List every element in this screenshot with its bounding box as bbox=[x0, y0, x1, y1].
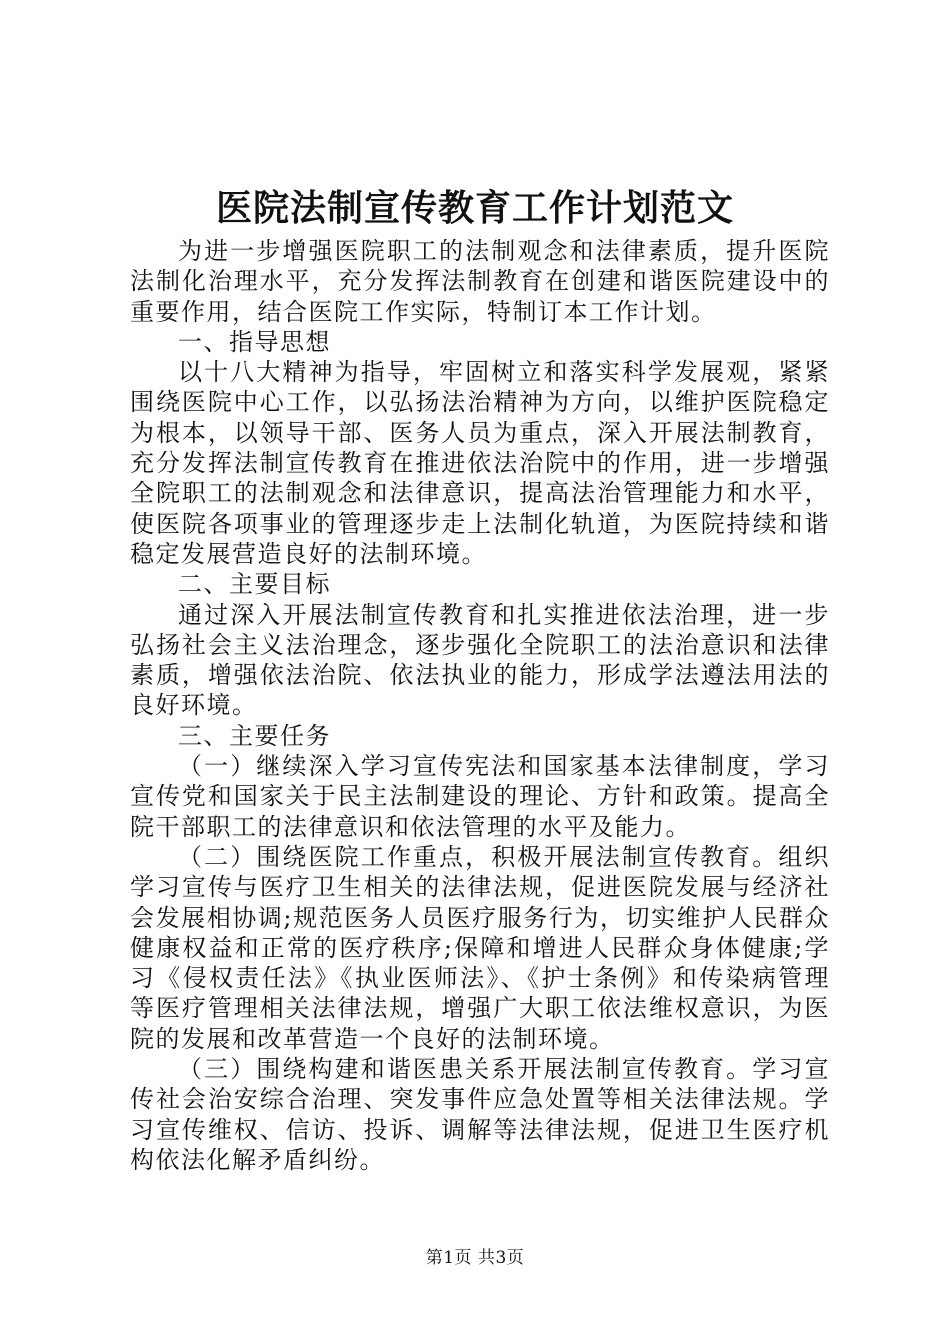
section-heading-guiding-ideology: 一、指导思想 bbox=[178, 327, 331, 356]
page-footer: 第1页 共3页 bbox=[425, 1248, 525, 1268]
section-heading-main-goals: 二、主要目标 bbox=[178, 570, 331, 599]
document-title: 医院法制宣传教育工作计划范文 bbox=[215, 187, 734, 229]
guiding-ideology-paragraph: 以十八大精神为指导，牢固树立和落实科学发展观，紧紧围绕医院中心工作，以弘扬法治精神为方向，以维护医院稳定为根本，以领导干部、医务人员为重点，深入开展法制教育，充分发挥法制宣传教育在推进依法治院中的作用，进一步增强全院职工的法制观念和法律意识，提高法治管理能力和水平，使医院各项事业的管理逐步走上法制化轨道，为医院持续和谐稳定发展营造良好的法制环境。 bbox=[130, 358, 830, 568]
section-heading-main-tasks: 三、主要任务 bbox=[178, 721, 331, 750]
intro-paragraph: 为进一步增强医院职工的法制观念和法律素质，提升医院法制化治理水平，充分发挥法制教育在创建和谐医院建设中的重要作用，结合医院工作实际，特制订本工作计划。 bbox=[130, 237, 830, 326]
task-item-1: （一）继续深入学习宣传宪法和国家基本法律制度，学习宣传党和国家关于民主法制建设的理论、方针和政策。提高全院干部职工的法律意识和依法管理的水平及能力。 bbox=[130, 752, 830, 841]
main-goals-paragraph: 通过深入开展法制宣传教育和扎实推进依法治理，进一步弘扬社会主义法治理念，逐步强化全院职工的法治意识和法律素质，增强依法治院、依法执业的能力，形成学法遵法用法的良好环境。 bbox=[130, 600, 830, 720]
task-item-2: （二）围绕医院工作重点，积极开展法制宣传教育。组织学习宣传与医疗卫生相关的法律法规，促进医院发展与经济社会发展相协调;规范医务人员医疗服务行为，切实维护人民群众健康权益和正常的医疗秩序;保障和增进人民群众身体健康;学习《侵权责任法》《执业医师法》、《护士条例》和传染病管理等医疗管理相关法律法规，增强广大职工依法维权意识，为医院的发展和改革营造一个良好的法制环境。 bbox=[130, 842, 830, 1053]
task-item-3: （三）围绕构建和谐医患关系开展法制宣传教育。学习宣传社会治安综合治理、突发事件应急处置等相关法律法规。学习宣传维权、信访、投诉、调解等法律法规，促进卫生医疗机构依法化解矛盾纠纷。 bbox=[130, 1055, 830, 1174]
document-body bbox=[130, 236, 830, 1175]
